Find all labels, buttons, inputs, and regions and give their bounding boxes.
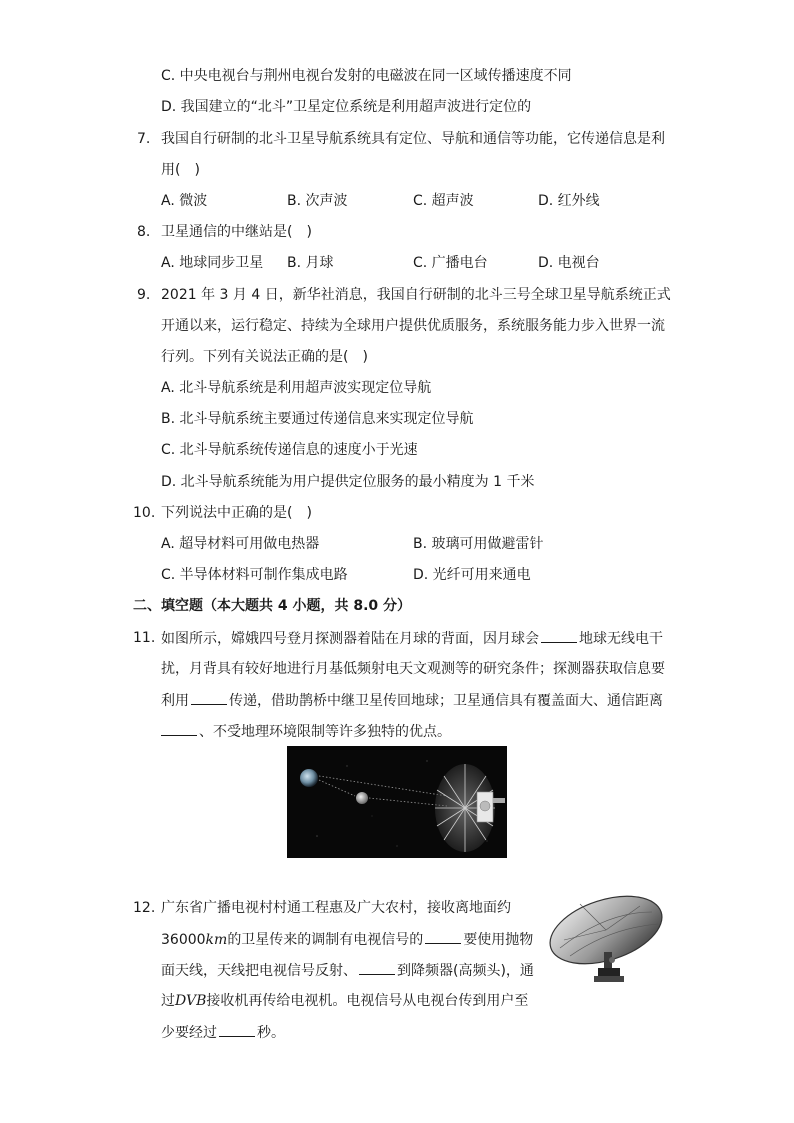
q11-text-4b: 、不受地理环境限制等许多独特的优点。 — [199, 724, 451, 740]
q9-option-b: B. 北斗导航系统主要通过传递信息来实现定位导航 — [161, 411, 474, 427]
q12-text-3a: 面天线，天线把电视信号反射、 — [161, 963, 357, 979]
q12-text-3b: 到降频器(高频头)，通 — [397, 963, 534, 979]
q11-figure-space-satellite — [287, 746, 507, 858]
q12-blank-3 — [219, 1022, 255, 1037]
q8-number: 8. — [137, 224, 151, 240]
q8-option-b: B. 月球 — [287, 255, 334, 271]
q7-number: 7. — [137, 131, 151, 147]
q12-blank-1 — [425, 929, 461, 944]
q10-option-c: C. 半导体材料可制作集成电路 — [161, 567, 348, 583]
q12-text-4a: 过 — [161, 993, 175, 1009]
section-heading-fill-blank: 二、填空题（本大题共 4 小题，共 8.0 分） — [133, 598, 412, 614]
q11-text-3a: 利用 — [161, 693, 189, 709]
q10-stem: 下列说法中正确的是( ) — [161, 505, 312, 521]
q7-option-c: C. 超声波 — [413, 193, 474, 209]
q9-stem-line3: 行列。下列有关说法正确的是( ) — [161, 349, 368, 365]
q12-text-2b: 的卫星传来的调制有电视信号的 — [227, 932, 424, 948]
q12-line1: 广东省广播电视村村通工程惠及广大农村，接收离地面约 — [161, 900, 511, 916]
q12-figure-satellite-dish — [540, 892, 670, 988]
space-scene-illustration — [287, 746, 507, 858]
q11-number: 11. — [133, 630, 156, 646]
q8-stem: 卫星通信的中继站是( ) — [161, 224, 312, 240]
q11-text-1b: 地球无线电干 — [579, 631, 663, 647]
q12-text-2c: 要使用抛物 — [463, 932, 534, 948]
q11-blank-1 — [541, 628, 577, 643]
q7-option-a: A. 微波 — [161, 193, 208, 209]
q12-line3 — [161, 960, 534, 981]
q9-stem-line1: 2021 年 3 月 4 日，新华社消息，我国自行研制的北斗三号全球卫星导航系统正式 — [161, 287, 671, 303]
q11-text-1a: 如图所示，嫦娥四号登月探测器着陆在月球的背面，因月球会 — [161, 631, 539, 647]
q12-number: 12. — [133, 900, 156, 916]
q6-option-c: C. 中央电视台与荆州电视台发射的电磁波在同一区域传播速度不同 — [161, 68, 572, 84]
q11-line1 — [161, 628, 663, 649]
q12-line5 — [161, 1022, 285, 1043]
q12-blank-2 — [359, 960, 395, 975]
q6-option-d: D. 我国建立的“北斗”卫星定位系统是利用超声波进行定位的 — [161, 99, 532, 115]
q10-option-d: D. 光纤可用来通电 — [413, 567, 531, 583]
q11-line3 — [161, 690, 663, 711]
q10-option-a: A. 超导材料可用做电热器 — [161, 536, 320, 552]
q8-option-a: A. 地球同步卫星 — [161, 255, 264, 271]
q12-dvb-label: DVB — [175, 993, 207, 1009]
moon-icon — [356, 792, 368, 804]
q12-text-5b: 秒。 — [257, 1025, 285, 1041]
q12-line2 — [161, 929, 533, 950]
q11-line4 — [161, 721, 451, 742]
q9-option-a: A. 北斗导航系统是利用超声波实现定位导航 — [161, 380, 432, 396]
q10-option-b: B. 玻璃可用做避雷针 — [413, 536, 544, 552]
q12-distance-unit: km — [205, 932, 228, 948]
q12-distance-value: 36000 — [161, 932, 206, 948]
q10-number: 10. — [133, 505, 156, 521]
q11-blank-2 — [191, 690, 227, 705]
q9-option-d: D. 北斗导航系统能为用户提供定位服务的最小精度为 1 千米 — [161, 474, 535, 490]
q12-text-4b: 接收机再传给电视机。电视信号从电视台传到用户至 — [206, 993, 529, 1009]
q9-option-c: C. 北斗导航系统传递信息的速度小于光速 — [161, 442, 418, 458]
q8-option-c: C. 广播电台 — [413, 255, 488, 271]
satellite-dish-icon — [540, 892, 670, 988]
earth-icon — [300, 769, 318, 787]
q12-line4 — [161, 991, 528, 1011]
q7-option-b: B. 次声波 — [287, 193, 348, 209]
q12-text-5a: 少要经过 — [161, 1025, 217, 1041]
q7-stem-line1: 我国自行研制的北斗卫星导航系统具有定位、导航和通信等功能，它传递信息是利 — [161, 131, 665, 147]
q7-option-d: D. 红外线 — [538, 193, 600, 209]
q7-stem-line2: 用( ) — [161, 162, 200, 178]
q9-number: 9. — [137, 287, 151, 303]
q11-line2: 扰，月背具有较好地进行月基低频射电天文观测等的研究条件；探测器获取信息要 — [161, 661, 665, 677]
q9-stem-line2: 开通以来，运行稳定、持续为全球用户提供优质服务，系统服务能力步入世界一流 — [161, 318, 665, 334]
q11-text-3b: 传递，借助鹊桥中继卫星传回地球；卫星通信具有覆盖面大、通信距离 — [229, 693, 663, 709]
q11-blank-3 — [161, 721, 197, 736]
q8-option-d: D. 电视台 — [538, 255, 600, 271]
